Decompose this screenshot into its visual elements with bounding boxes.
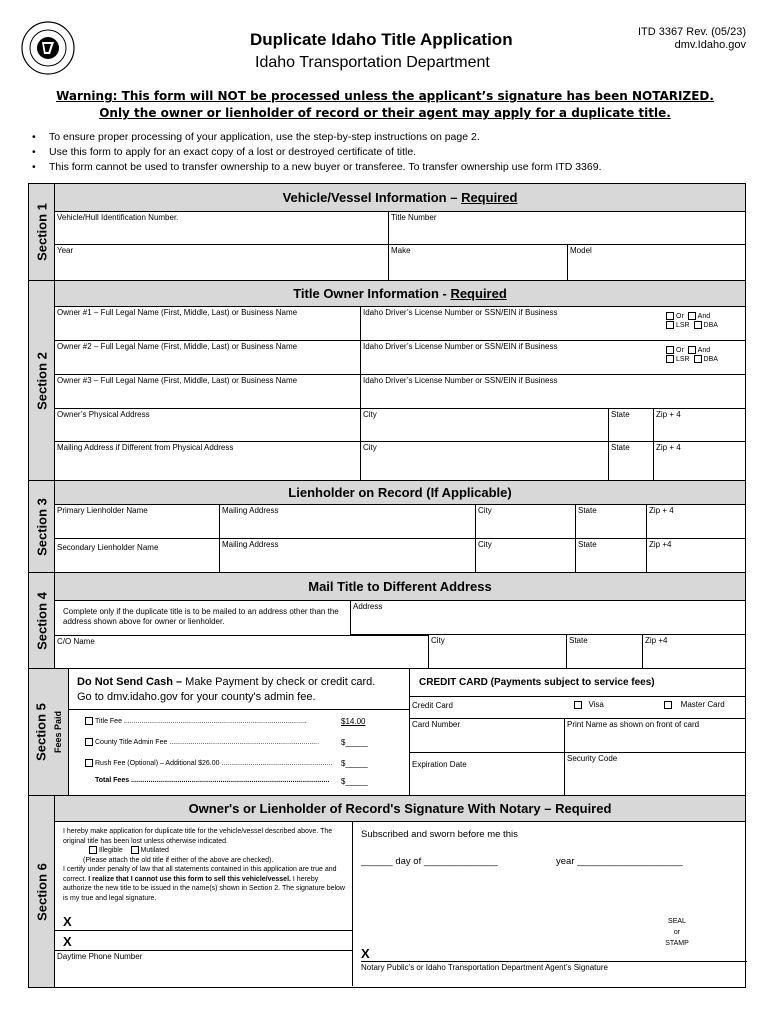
rush-fee-row [85,759,332,767]
owner1-label: Owner #1 – Full Legal Name (First, Middle, Last) or Business Name [57,308,298,317]
mailing-address-label: Mailing Address if Different from Physical Address [57,443,234,452]
mastercard-label: Master Card [680,700,725,709]
zip-field[interactable] [643,635,745,668]
notary-signature[interactable]: X [361,946,370,961]
mailing-address-field[interactable] [55,442,361,480]
section-3-header [55,481,745,505]
physical-city-field[interactable] [361,409,609,442]
lsr-label: LSR [676,356,690,363]
zip-label: Zip + 4 [656,443,681,452]
print-name-field[interactable] [565,719,745,753]
no-sell-statement: I realize that I cannot use this form to sell this vehicle/vessel. [86,875,291,883]
section-5 [29,669,745,796]
section-1-title: Vehicle/Vessel Information – [282,190,462,205]
owner3-dl-field[interactable] [361,375,745,409]
section-3-label: Section 3 [34,497,49,556]
city-field[interactable] [429,635,567,668]
subscribed-text: Subscribed and sworn before me this [361,829,518,840]
owner1-relation-checkboxes [666,312,718,330]
stamp-label: STAMP [665,940,689,947]
form-number: ITD 3367 Rev. (05/23) [637,26,746,38]
section-6-side [29,796,55,987]
credit-card-type-row [410,697,745,719]
rush-fee-checkbox[interactable] [85,759,93,767]
mastercard-checkbox[interactable] [664,701,672,709]
mailing-address-label: Mailing Address [222,506,279,515]
mailing-city-field[interactable] [361,442,609,480]
dba-checkbox[interactable] [694,355,702,363]
section-1-header [55,184,745,212]
section-5-label: Section 5 [33,703,49,761]
primary-lienholder-field[interactable] [55,505,220,539]
secondary-zip-field[interactable] [647,539,745,572]
city-label: City [431,636,445,645]
section-2 [29,281,745,481]
section-1-label: Section 1 [34,203,49,261]
or-checkbox[interactable] [666,346,674,354]
page-title: Duplicate Idaho Title Application [250,30,513,49]
model-label: Model [570,246,592,255]
section-2-side [29,281,55,480]
dl-label: Idaho Driver’s License Number or SSN/EIN if Business [363,376,558,385]
certification-cell [55,822,353,986]
dba-label: DBA [703,322,718,329]
lsr-label: LSR [676,322,690,329]
secondary-city-field[interactable] [476,539,576,572]
mutilated-label: Mutilated [140,847,169,854]
list-item: • To ensure proper processing of your application, use the step-by-step instructions on page 2. [32,130,602,145]
section-2-header [55,281,745,307]
section-4-side [29,573,55,668]
security-code-field[interactable] [565,753,745,795]
application-statement: I hereby make application for duplicate title for the vehicle/vessel described above. The original title has been lost unless otherwise indicated. [63,828,333,845]
dba-label: DBA [703,356,718,363]
physical-address-field[interactable] [55,409,361,442]
state-label: State [611,443,630,452]
owner2-name-field[interactable] [55,341,361,375]
total-fees-label: Total Fees ...................................................................................................... [95,777,330,784]
state-field[interactable] [567,635,643,668]
mastercard-option[interactable] [664,700,725,710]
physical-zip-field[interactable] [654,409,745,442]
section-5-side [29,669,69,795]
visa-checkbox[interactable] [574,701,582,709]
warning-line-1: Warning: This form will NOT be processed unless the applicant’s signature has been NOTARIZED. [56,89,714,103]
phone-label: Daytime Phone Number [57,952,143,961]
co-name-field[interactable] [55,635,429,668]
page-subtitle: Idaho Transportation Department [255,54,490,71]
title-fee-label: Title Fee .............................................................................................. [95,717,307,725]
signature-line [55,950,352,951]
rush-fee-label: Rush Fee (Optional) – Additional $26.00 ......................................................... [95,759,333,767]
admin-fee-label: County Title Admin Fee ............................................................................. [95,738,320,746]
section-4-title: Mail Title to Different Address [308,579,492,594]
co-name-label: C/O Name [57,637,95,646]
fees-paid-label: Fees Paid [53,710,63,754]
seal-label: SEAL [668,918,686,925]
physical-state-field[interactable] [609,409,654,442]
section-6-header [55,796,745,822]
secondary-lienholder-label: Secondary Lienholder Name [57,543,159,552]
seal-area [657,916,697,949]
section-4 [29,573,745,669]
list-item: • Use this form to apply for an exact copy of a lost or destroyed certificate of title. [32,145,602,160]
notary-signature-line [361,961,747,962]
required-label: Required [461,190,518,205]
total-fees-amount[interactable]: $_____ [341,777,368,786]
certify-statement: I certify under penalty of law that all statements contained in this application are true and correct. [63,866,337,883]
admin-fee-checkbox[interactable] [85,738,93,746]
fees-divider [69,709,409,710]
section-3-title: Lienholder on Record (If Applicable) [288,485,512,500]
model-field[interactable] [568,245,745,280]
section-2-title: Title Owner Information - [293,286,451,301]
visa-label: Visa [588,700,604,709]
state-label: State [578,540,597,549]
address-label: Address [353,602,383,611]
mutilated-checkbox[interactable] [131,846,139,854]
signature-line [55,930,352,931]
lsr-checkbox[interactable] [666,321,674,329]
rush-fee-amount[interactable]: $_____ [341,759,368,768]
vin-label: Vehicle/Hull Identification Number. [57,213,179,222]
admin-fee-note: Go to dmv.idaho.gov for your county's admin fee. [77,691,316,703]
visa-option[interactable] [574,700,604,710]
section-6-label: Section 6 [34,862,49,921]
year-field[interactable]: year ____________________ [556,856,683,867]
mailing-zip-field[interactable] [654,442,745,480]
title-fee-checkbox[interactable] [85,717,93,725]
and-label: And [697,313,711,320]
certification-text [63,827,345,903]
list-item: • This form cannot be used to transfer ownership to a new buyer or transferee. To transfer ownership use form ITD 3369. [32,160,602,175]
section-6-title: Owner's or Lienholder of Record's Signature With Notary – Required [188,801,612,816]
seal-or-label: or [673,929,681,936]
expiration-field[interactable] [410,753,565,795]
make-label: Make [391,246,411,255]
section-1-side [29,184,55,280]
security-code-label: Security Code [567,754,618,763]
instruction-list [32,130,602,175]
title-fee-amount: $14.00 [341,717,366,726]
itd-logo-seal [20,20,76,76]
day-of-field[interactable]: ______ day of ______________ [361,856,498,867]
credit-card-title: CREDIT CARD (Payments subject to service fees) [419,677,655,688]
primary-mailing-field[interactable] [220,505,476,539]
section-4-header [55,573,745,601]
zip-label: Zip +4 [645,636,668,645]
title-number-label: Title Number [391,213,437,222]
print-name-label: Print Name as shown on front of card [567,720,700,729]
title-fee-row [85,717,307,725]
make-field[interactable] [389,245,568,280]
primary-state-field[interactable] [576,505,647,539]
instruction-cell [55,601,351,635]
section-1 [29,184,745,281]
zip-label: Zip + 4 [656,410,681,419]
owner3-label: Owner #3 – Full Legal Name (First, Middle, Last) or Business Name [57,376,298,385]
lsr-checkbox[interactable] [666,355,674,363]
year-label: Year [57,246,74,255]
owner2-relation-checkboxes [666,346,718,364]
or-label: Or [676,347,684,354]
year-field[interactable] [55,245,389,280]
form-frame [28,183,746,988]
payment-method-text: Make Payment by check or credit card. [182,676,376,688]
mail-instruction: Complete only if the duplicate title is to be mailed to an address other than the address shown above for owner or lienholder. [63,607,339,626]
secondary-state-field[interactable] [576,539,647,572]
no-cash-label: Do Not Send Cash – [77,676,183,688]
section-2-label: Section 2 [34,351,49,410]
admin-fee-amount[interactable]: $_____ [341,738,368,747]
zip-label: Zip + 4 [649,506,674,515]
credit-card-label: Credit Card [412,701,453,710]
secondary-lienholder-field[interactable] [55,539,220,572]
address-field[interactable] [351,601,745,635]
authorize-statement: I hereby authorize the new title to be issued in the name(s) shown in Section 2. The signature below is my true and legal signature. [63,875,345,902]
warning-line-2: Only the owner or lienholder of record or their agent may apply for a duplicate title. [99,106,671,120]
state-label: State [578,506,597,515]
state-label: State [611,410,630,419]
and-checkbox[interactable] [688,346,696,354]
attach-title-note: (Please attach the old title if either of the above are checked). [83,856,274,864]
illegible-checkbox[interactable] [89,846,97,854]
zip-label: Zip +4 [649,540,672,549]
section-4-label: Section 4 [34,591,49,650]
section-3 [29,481,745,573]
applicant-signature-2[interactable]: X [63,934,72,949]
warning-block [0,88,770,122]
required-label: Required [450,286,507,301]
mailing-address-label: Mailing Address [222,540,279,549]
city-label: City [478,540,492,549]
city-label: City [363,410,377,419]
owner1-name-field[interactable] [55,307,361,341]
card-number-field[interactable] [410,719,565,753]
or-label: Or [676,313,684,320]
or-checkbox[interactable] [666,312,674,320]
mailing-state-field[interactable] [609,442,654,480]
admin-fee-row [85,738,319,746]
and-label: And [697,347,711,354]
credit-card-header [410,669,745,697]
city-label: City [478,506,492,515]
owner3-name-field[interactable] [55,375,361,409]
secondary-mailing-field[interactable] [220,539,476,572]
owner2-label: Owner #2 – Full Legal Name (First, Middle, Last) or Business Name [57,342,298,351]
primary-lienholder-label: Primary Lienholder Name [57,506,148,515]
expiration-label: Expiration Date [412,760,467,769]
state-label: State [569,636,588,645]
city-label: City [363,443,377,452]
and-checkbox[interactable] [688,312,696,320]
dl-label: Idaho Driver’s License Number or SSN/EIN if Business [363,342,558,351]
website: dmv.Idaho.gov [674,39,746,51]
notary-signature-label: Notary Public’s or Idaho Transportation Department Agent’s Signature [361,963,608,972]
title-number-field[interactable] [389,212,745,245]
illegible-label: Illegible [99,847,123,854]
physical-address-label: Owner’s Physical Address [57,410,150,419]
primary-city-field[interactable] [476,505,576,539]
primary-zip-field[interactable] [647,505,745,539]
vin-field[interactable] [55,212,389,245]
card-number-label: Card Number [412,720,461,729]
section-3-side [29,481,55,572]
dba-checkbox[interactable] [694,321,702,329]
payment-note [77,675,375,705]
applicant-signature-1[interactable]: X [63,914,72,929]
dl-label: Idaho Driver’s License Number or SSN/EIN if Business [363,308,558,317]
form-id-block [638,26,746,52]
section-6 [29,796,745,987]
